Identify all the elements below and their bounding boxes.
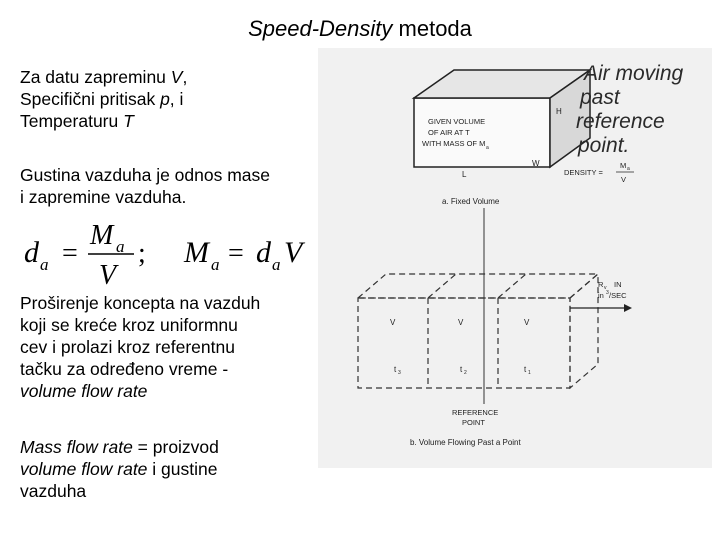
title-italic-part: Speed-Density bbox=[248, 16, 393, 41]
line: i zapremine vazduha. bbox=[20, 187, 187, 207]
reference-label-line: REFERENCE bbox=[452, 408, 499, 417]
flow-label-per-sec: /SEC bbox=[609, 291, 627, 300]
line-pressure bbox=[20, 88, 187, 110]
line: koji se kreće kroz uniformnu bbox=[20, 315, 238, 335]
density-label: DENSITY = bbox=[564, 168, 603, 177]
flow-cells bbox=[390, 318, 531, 376]
text: Za datu zapreminu bbox=[20, 67, 171, 87]
note-line: point. bbox=[578, 134, 630, 157]
cell-time-sub: 1 bbox=[528, 370, 531, 376]
airflow-figure bbox=[318, 48, 712, 468]
line: tačku za određeno vreme - bbox=[20, 359, 229, 379]
cell-time: t bbox=[460, 365, 463, 374]
formula-sub-a: a bbox=[116, 237, 125, 256]
title-rest: metoda bbox=[392, 16, 472, 41]
cell-time-sub: 3 bbox=[398, 370, 401, 376]
dimension-w: W bbox=[532, 159, 540, 168]
box-label-line: WITH MASS OF M bbox=[422, 139, 486, 148]
note-line: reference bbox=[576, 110, 665, 133]
box-label-sub: a bbox=[486, 145, 489, 151]
cell-volume: V bbox=[390, 318, 396, 327]
density-formula bbox=[20, 214, 320, 290]
caption-fixed-volume: a. Fixed Volume bbox=[442, 197, 500, 206]
text: Specifični pritisak bbox=[20, 89, 161, 109]
formula-volume: V bbox=[99, 260, 117, 290]
line: vazduha bbox=[20, 481, 87, 501]
box-label-line: OF AIR AT T bbox=[428, 128, 470, 137]
line: Proširenje koncepta na vazduh bbox=[20, 293, 261, 313]
cell-volume: V bbox=[458, 318, 464, 327]
formula-equals: = bbox=[62, 238, 78, 269]
dimension-h: H bbox=[556, 107, 562, 116]
mass-flow-paragraph bbox=[20, 436, 219, 502]
term-volume-flow-rate: volume flow rate bbox=[20, 381, 148, 401]
density-equation bbox=[564, 161, 634, 184]
density-denominator: V bbox=[621, 175, 627, 184]
formula-d-2: d bbox=[256, 236, 271, 269]
flow-arrow-icon bbox=[570, 304, 632, 312]
note-line: Air moving bbox=[584, 62, 684, 85]
flow-label-in: IN bbox=[614, 280, 622, 289]
formula-sub-a: a bbox=[40, 255, 49, 274]
flow-label-unit: in bbox=[598, 291, 604, 300]
density-numerator: M bbox=[620, 161, 627, 170]
line-temperature bbox=[20, 110, 187, 132]
line: Gustina vazduha je odnos mase bbox=[20, 165, 271, 185]
box-label-line: GIVEN VOLUME bbox=[428, 117, 486, 126]
airflow-diagram bbox=[318, 48, 712, 468]
formula-mass-2: M bbox=[184, 236, 209, 269]
slide-title bbox=[0, 16, 720, 42]
text: Temperaturu bbox=[20, 111, 124, 131]
cell-time-sub: 2 bbox=[464, 370, 467, 376]
cell-time: t bbox=[524, 365, 527, 374]
term-mass-flow-rate: Mass flow rate bbox=[20, 437, 133, 457]
density-definition-paragraph bbox=[20, 164, 270, 208]
text: , i bbox=[169, 89, 184, 109]
line: cev i prolazi kroz referentnu bbox=[20, 337, 235, 357]
formula-d: d bbox=[24, 236, 39, 269]
symbol-v: V bbox=[170, 67, 183, 87]
text: , bbox=[182, 67, 188, 87]
flow-rate-label bbox=[598, 280, 627, 300]
flow-label-exp: 3 bbox=[606, 290, 609, 296]
note-line: past bbox=[580, 86, 620, 109]
symbol-p: p bbox=[160, 89, 170, 109]
dimension-l: L bbox=[462, 170, 467, 179]
cell-time: t bbox=[394, 365, 397, 374]
line bbox=[20, 436, 219, 458]
flow-label-r: R bbox=[598, 280, 604, 289]
formula-sub-a-3: a bbox=[272, 255, 281, 274]
formula-equals-2: = bbox=[228, 238, 244, 269]
term-volume-flow-rate: volume flow rate bbox=[20, 459, 148, 479]
symbol-t: T bbox=[123, 111, 134, 131]
flow-label-sub: v bbox=[604, 285, 607, 291]
handwritten-note bbox=[576, 62, 684, 157]
caption-flowing-volume: b. Volume Flowing Past a Point bbox=[410, 438, 521, 447]
density-numerator-sub: a bbox=[627, 166, 630, 172]
given-quantities-paragraph bbox=[20, 66, 187, 132]
text: = proizvod bbox=[132, 437, 219, 457]
line bbox=[20, 458, 219, 480]
formula-volume-2: V bbox=[284, 236, 303, 269]
text: i gustine bbox=[147, 459, 218, 479]
reference-point-label bbox=[452, 408, 498, 427]
formula-semicolon: ; bbox=[138, 238, 146, 269]
formula-mass: M bbox=[90, 220, 114, 251]
formula-sub-a-2: a bbox=[211, 255, 220, 274]
line-volume bbox=[20, 66, 187, 88]
flow-concept-paragraph bbox=[20, 292, 260, 402]
reference-label-line: POINT bbox=[462, 418, 485, 427]
cell-volume: V bbox=[524, 318, 530, 327]
line-italic bbox=[20, 380, 260, 402]
